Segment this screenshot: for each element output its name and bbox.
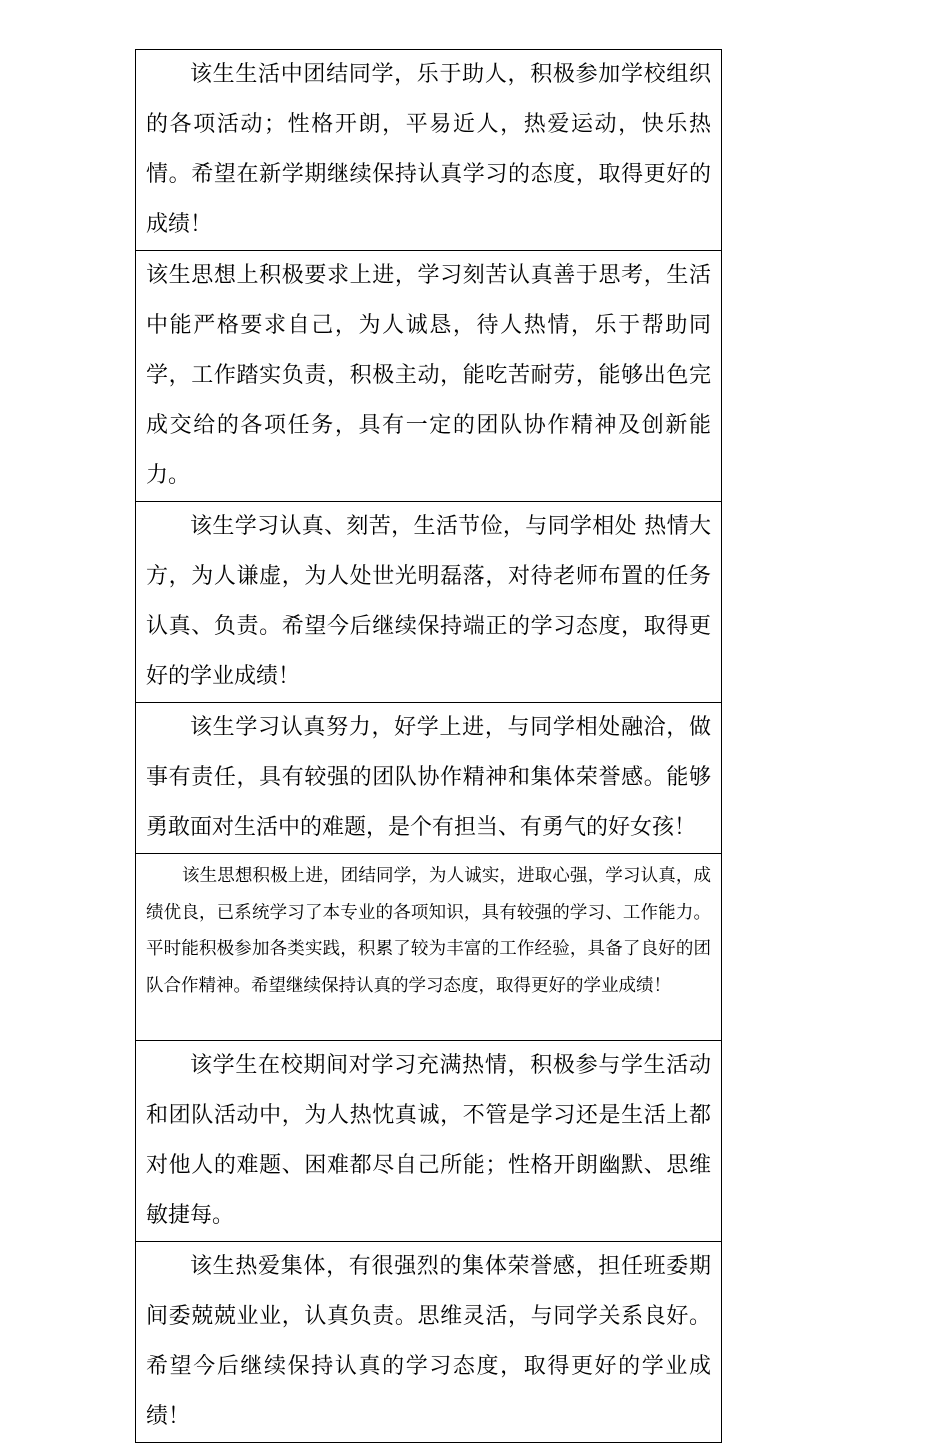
comment-row (136, 1242, 722, 1443)
comment-text: 该生思想积极上进，团结同学，为人诚实，进取心强，学习认真，成绩优良，已系统学习了本专业的各项知识，具有较强的学习、工作能力。平时能积极参加各类实践，积累了较为丰富的工作经验，具备了良好的团队合作精神。希望继续保持认真的学习态度，取得更好的学业成绩！ (136, 854, 722, 1041)
comment-row (136, 854, 722, 1041)
comments-table (135, 49, 722, 1443)
comment-text: 该生学习认真努力，好学上进，与同学相处融洽，做事有责任，具有较强的团队协作精神和集体荣誉感。能够勇敢面对生活中的难题，是个有担当、有勇气的好女孩！ (136, 703, 722, 854)
comment-row (136, 502, 722, 703)
comment-text: 该生生活中团结同学，乐于助人，积极参加学校组织的各项活动；性格开朗，平易近人，热爱运动，快乐热情。希望在新学期继续保持认真学习的态度，取得更好的成绩！ (136, 50, 722, 251)
comment-row (136, 251, 722, 502)
comment-text: 该生学习认真、刻苦，生活节俭，与同学相处 热情大方，为人谦虚，为人处世光明磊落，对待老师布置的任务认真、负责。希望今后继续保持端正的学习态度，取得更好的学业成绩！ (136, 502, 722, 703)
comment-row (136, 50, 722, 251)
comment-text: 该生思想上积极要求上进，学习刻苦认真善于思考，生活中能严格要求自己，为人诚恳，待人热情，乐于帮助同学，工作踏实负责，积极主动，能吃苦耐劳，能够出色完成交给的各项任务，具有一定的团队协作精神及创新能力。 (136, 251, 722, 502)
comment-text: 该学生在校期间对学习充满热情，积极参与学生活动和团队活动中，为人热忱真诚，不管是学习还是生活上都对他人的难题、困难都尽自己所能；性格开朗幽默、思维敏捷每。 (136, 1041, 722, 1242)
comment-text: 该生热爱集体，有很强烈的集体荣誉感，担任班委期间委兢兢业业，认真负责。思维灵活，与同学关系良好。希望今后继续保持认真的学习态度，取得更好的学业成绩！ (136, 1242, 722, 1443)
comment-row (136, 703, 722, 854)
comment-row (136, 1041, 722, 1242)
